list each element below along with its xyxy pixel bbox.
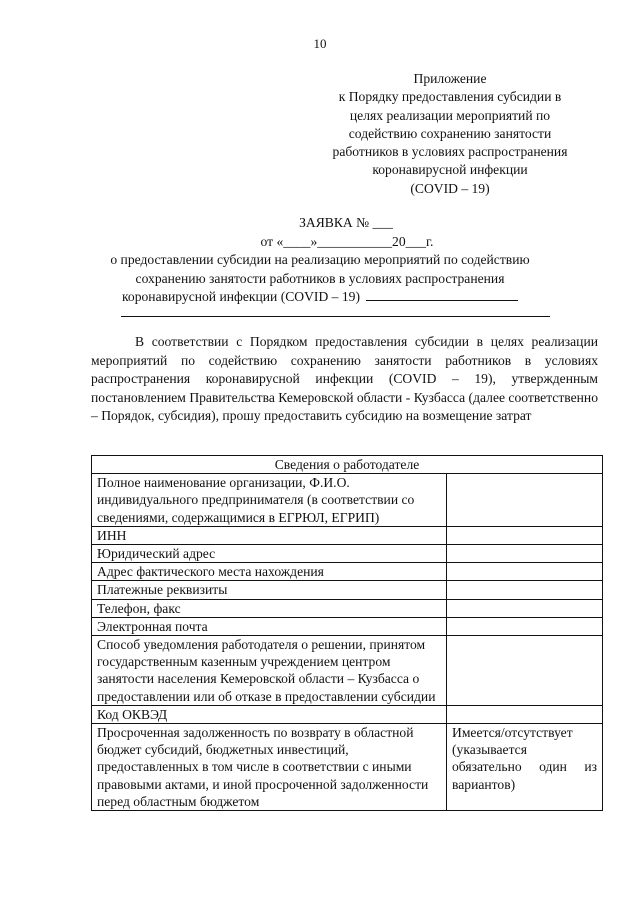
row-value (447, 545, 603, 563)
row-label: Юридический адрес (92, 545, 447, 563)
row-label: ИНН (92, 526, 447, 544)
row-value: Имеется/отсутствует (указывается обязательно один из вариантов) (447, 724, 603, 811)
application-header (0, 214, 640, 307)
row-value (447, 563, 603, 581)
table-row (92, 636, 603, 706)
row-value (447, 617, 603, 635)
subject-line: о предоставлении субсидии на реализацию мероприятий по содействию (110, 252, 530, 267)
row-value (447, 581, 603, 599)
row-label: Телефон, факс (92, 599, 447, 617)
row-value (447, 636, 603, 706)
body-text (91, 333, 598, 426)
row-label: Электронная почта (92, 617, 447, 635)
table-row (92, 545, 603, 563)
row-value (447, 474, 603, 527)
table-row (92, 617, 603, 635)
row-label: Полное наименование организации, Ф.И.О. индивидуального предпринимателя (в соответствии со сведениями, содержащимися в ЕГРЮЛ, ЕГРИП) (92, 474, 447, 527)
table-row (92, 724, 603, 811)
subject-line: сохранению занятости работников в условиях распространения (135, 270, 505, 286)
blank-fill-line (121, 316, 550, 317)
body-paragraph: В соответствии с Порядком предоставления субсидии в целях реализации мероприятий по содействию сохранению занятости работников в условиях распространения коронавирусной инфекции (COVID – 19), утвержденным постановлением Правительства Кемеровской области - Кузбасса (далее соответственно – Порядок, субсидия), прошу предоставить субсидию на возмещение затрат (91, 334, 598, 424)
appendix-line: (COVID – 19) (410, 180, 490, 196)
row-value (447, 526, 603, 544)
appendix-line: Приложение (413, 71, 487, 86)
table-row (92, 563, 603, 581)
row-label: Код ОКВЭД (92, 705, 447, 723)
row-label: Адрес фактического места нахождения (92, 563, 447, 581)
row-value (447, 599, 603, 617)
row-label: Способ уведомления работодателя о решении, принятом государственным казенным учреждением центром занятости населения Кемеровской области – Кузбасса о предоставлении или об отказе в предоставлении субсидии (92, 636, 447, 706)
table-row (92, 474, 603, 527)
subject-line-last (0, 288, 640, 307)
table-row (92, 526, 603, 544)
table-header-row (92, 456, 603, 474)
table-row (92, 581, 603, 599)
table-header: Сведения о работодателе (92, 456, 603, 474)
application-title: ЗАЯВКА № ___ (299, 215, 393, 230)
table-row (92, 599, 603, 617)
appendix-line: целях реализации мероприятий по (349, 107, 551, 123)
employer-info-table (91, 455, 603, 811)
appendix-line: содействию сохранению занятости (348, 125, 552, 141)
subject-blank-underline (366, 288, 518, 301)
appendix-line: к Порядку предоставления субсидии в (338, 89, 562, 105)
row-label: Платежные реквизиты (92, 581, 447, 599)
application-date-line: от «____»___________20___г. (260, 233, 434, 249)
row-label: Просроченная задолженность по возврату в областной бюджет субсидий, бюджетных инвестиций, предоставленных в том числе в соответствии с иными правовыми актами, и иной просроченной задолженности перед областным бюджетом (92, 724, 447, 811)
page-number: 10 (313, 36, 327, 51)
appendix-line: работников в условиях распространения (332, 144, 568, 160)
table-row (92, 705, 603, 723)
appendix-block (300, 70, 600, 198)
row-value (447, 705, 603, 723)
subject-line-text: коронавирусной инфекции (COVID – 19) (121, 289, 360, 304)
appendix-line: коронавирусной инфекции (372, 162, 528, 178)
